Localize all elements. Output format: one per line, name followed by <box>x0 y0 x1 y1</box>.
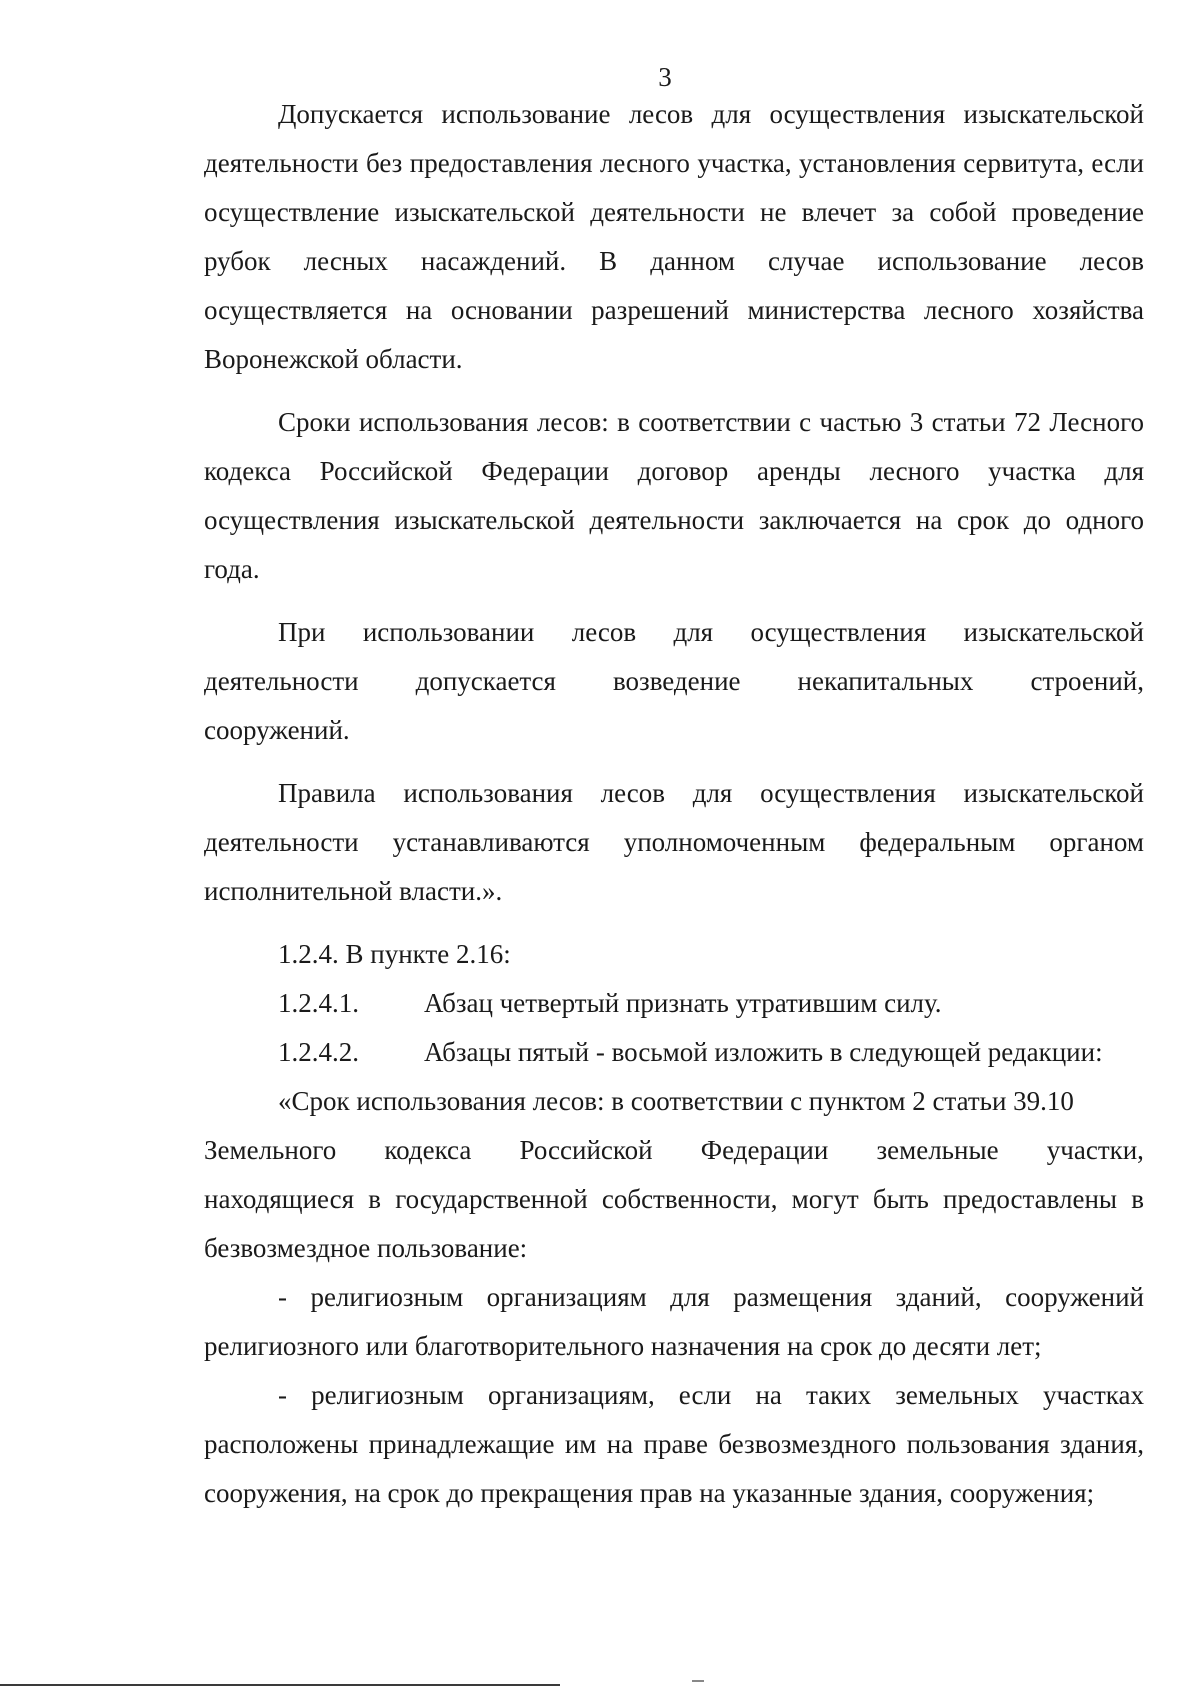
word: лесов <box>571 617 637 647</box>
paragraph-line <box>204 657 1144 706</box>
paragraph-religious-land: - религиозным организациям, если на таких земельных участках расположены принадлежащие им на праве безвозмездного пользования здания, сооружения, на срок до прекращения прав на указанные здания, сооружения; <box>204 1380 1144 1508</box>
paragraph-use-terms: Сроки использования лесов: в соответствии с частью 3 статьи 72 Лесного кодекса Российской Федерации договор аренды лесного участка для осуществления изыскательской деятельности заключается на срок до одного года. <box>204 407 1144 584</box>
word: возведение <box>612 666 741 696</box>
paragraph-rest: находящиеся в государственной собственности, могут быть предоставлены в безвозмездное пользование: <box>204 1184 1144 1263</box>
bottom-rule <box>0 1684 560 1686</box>
paragraph-religious-buildings: - религиозным организациям для размещения зданий, сооружений религиозного или благотворительного назначения на срок до десяти лет; <box>204 1282 1144 1361</box>
word: Российской <box>519 1135 653 1165</box>
word: Федерации <box>700 1135 829 1165</box>
word: изыскательской <box>963 617 1144 647</box>
word: для <box>673 617 714 647</box>
word: использовании <box>362 617 535 647</box>
paragraph-item-1-2-4: 1.2.4. В пункте 2.16: <box>278 939 511 969</box>
paragraph-temporary-structures <box>204 608 1144 755</box>
paragraph-line <box>204 1126 1144 1175</box>
item-text: Абзац четвертый признать утратившим силу. <box>424 988 942 1018</box>
scan-mark <box>692 1680 704 1682</box>
word: участки, <box>1046 1135 1144 1165</box>
word: земельные <box>876 1135 999 1165</box>
word: кодекса <box>384 1135 472 1165</box>
word: При <box>278 617 326 647</box>
paragraph-rules: Правила использования лесов для осуществления изыскательской деятельности устанавливаются уполномоченным федеральным органом исполнительной власти.». <box>204 778 1144 906</box>
item-text: Абзацы пятый - восьмой изложить в следующей редакции: <box>424 1037 1103 1067</box>
paragraph-item-1-2-4-2 <box>204 1028 1144 1077</box>
word: допускается <box>415 666 556 696</box>
document-body <box>204 90 1144 1518</box>
paragraph-line <box>204 1077 1144 1126</box>
paragraph-land-use-term <box>204 1077 1144 1273</box>
item-number: 1.2.4.2. <box>278 1037 359 1067</box>
paragraph-item-1-2-4-1 <box>204 979 1144 1028</box>
page-number: 3 <box>658 62 672 92</box>
line-text: «Срок использования лесов: в соответствии с пунктом 2 статьи 39.10 <box>278 1086 1074 1116</box>
paragraph-line: сооружений. <box>204 715 350 745</box>
word: Земельного <box>204 1135 337 1165</box>
paragraph-line <box>204 608 1144 657</box>
word: осуществления <box>750 617 927 647</box>
word: строений, <box>1030 666 1144 696</box>
word: деятельности <box>204 666 359 696</box>
word: некапитальных <box>797 666 974 696</box>
paragraph-research-use: Допускается использование лесов для осуществления изыскательской деятельности без предоставления лесного участка, установления сервитута, если осуществление изыскательской деятельности не влечет за собой проведение рубок лесных насаждений. В данном случае использование лесов осуществляется на основании разрешений министерства лесного хозяйства Воронежской области. <box>204 99 1144 374</box>
item-number: 1.2.4.1. <box>278 988 359 1018</box>
